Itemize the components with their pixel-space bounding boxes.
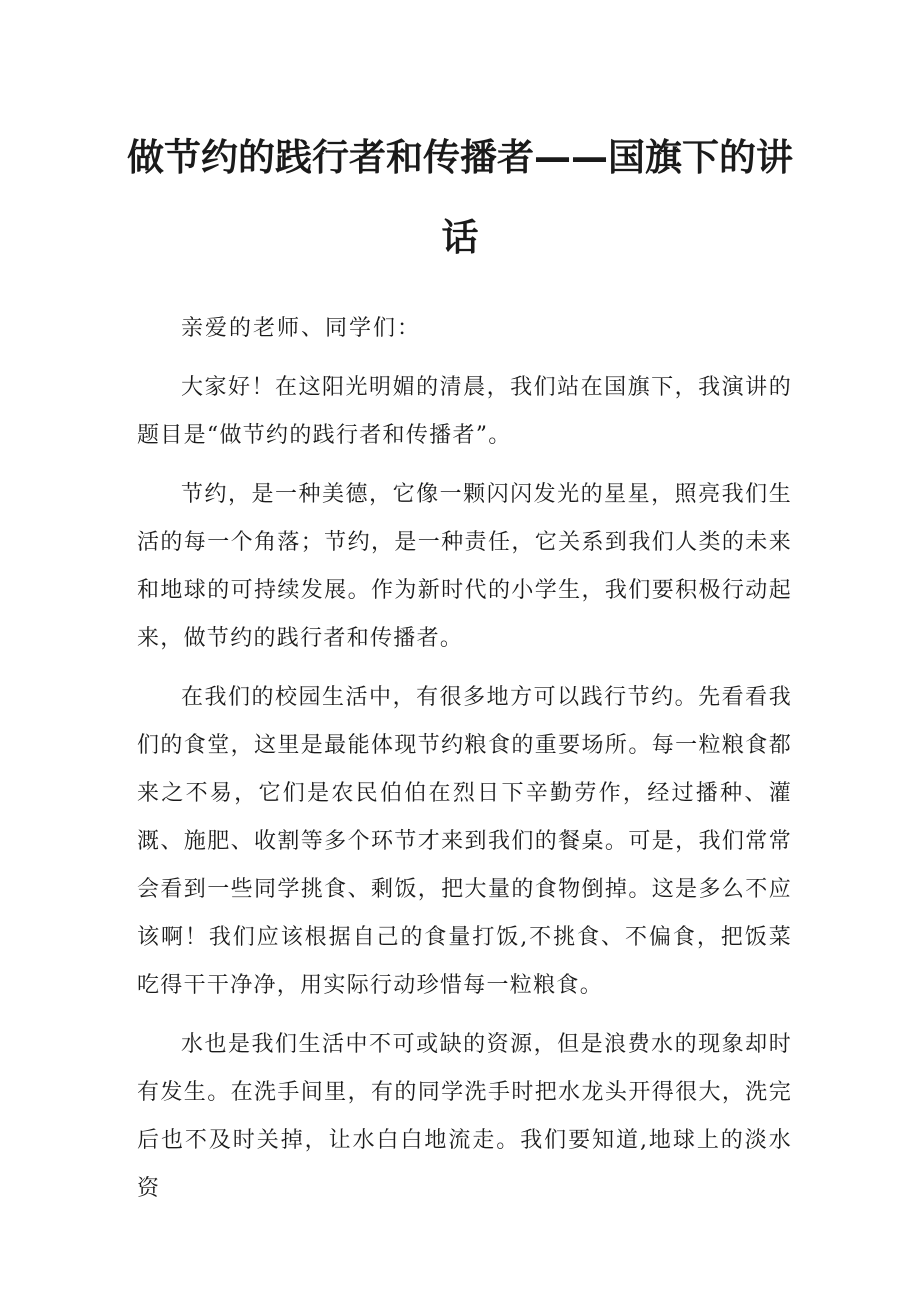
page-title: 做节约的践行者和传播者——国旗下的讲话 xyxy=(127,136,793,259)
greeting-paragraph: 大家好！在这阳光明媚的清晨，我们站在国旗下，我演讲的题目是“做节约的践行者和传播者”。 xyxy=(137,375,792,448)
speech-body xyxy=(137,305,792,1224)
water-paragraph: 水也是我们生活中不可或缺的资源，但是浪费水的现象却时有发生。在洗手间里，有的同学洗手时把水龙头开得很大，洗完后也不及时关掉，让水白白地流走。我们要知道,地球上的淡水资 xyxy=(137,1032,792,1201)
thrift-definition-paragraph: 节约，是一种美德，它像一颗闪闪发光的星星，照亮我们生活的每一个角落；节约，是一种责任，它关系到我们人类的未来和地球的可持续发展。作为新时代的小学生，我们要积极行动起来，做节约的践行者和传播者。 xyxy=(137,482,792,651)
canteen-paragraph: 在我们的校园生活中，有很多地方可以践行节约。先看看我们的食堂，这里是最能体现节约粮食的重要场所。每一粒粮食都来之不易，它们是农民伯伯在烈日下辛勤劳作，经过播种、灌溉、施肥、收割等多个环节才来到我们的餐桌。可是，我们常常会看到一些同学挑食、剩饭，把大量的食物倒掉。这是多么不应该啊！我们应该根据自己的食量打饭,不挑食、不偏食，把饭菜吃得干干净净，用实际行动珍惜每一粒粮食。 xyxy=(137,685,792,998)
salutation-paragraph: 亲爱的老师、同学们： xyxy=(181,316,422,341)
